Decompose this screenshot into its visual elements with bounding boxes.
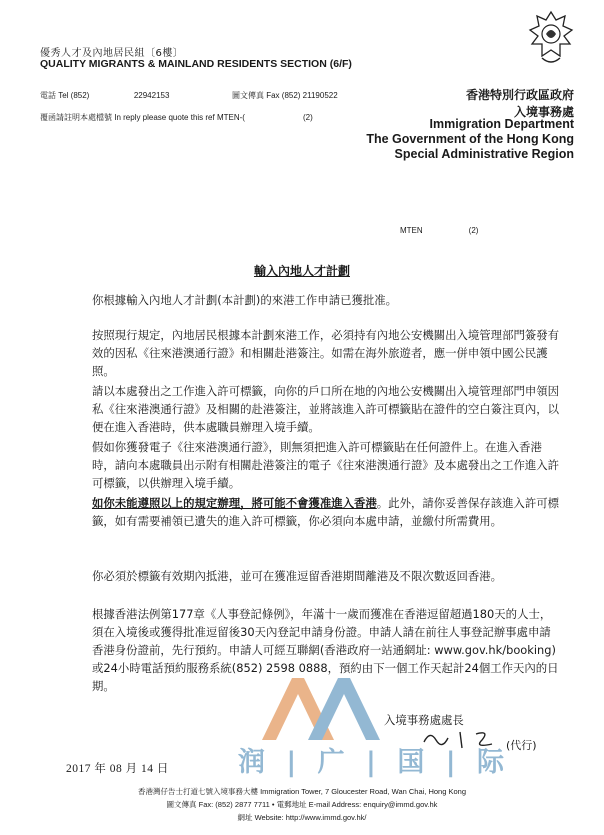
handwritten-signature	[420, 726, 500, 750]
paragraph-warning	[92, 494, 560, 530]
reference-label: 覆函請註明本處檔號 In reply please quote this ref MTEN-(	[40, 113, 245, 122]
watermark-text: 润 | 广 | 国 | 际	[238, 747, 510, 778]
region-name-english: Special Administrative Region	[394, 147, 574, 161]
warning-emphasis: 如你未能遵照以上的規定辦理，將可能不會獲准進入香港	[92, 496, 377, 510]
paragraph-validity: 你必須於標籤有效期內抵港，並可在獲准逗留香港期間離港及不限次數返回香港。	[92, 569, 503, 583]
paragraph-travel-permit: 按照現行規定，內地居民根據本計劃來港工作，必須持有內地公安機關出入境管理部門簽發有效的因私《往來港澳通行證》和相關赴港簽注。如需在海外旅遊者，應一併申領中國公民護照。	[92, 328, 560, 378]
file-reference-suffix: (2)	[468, 226, 479, 235]
paragraph-approval: 你根據輸入內地人才計劃(本計劃)的來港工作申請已獲批准。	[92, 293, 398, 307]
government-name-chinese: 香港特別行政區政府	[465, 88, 574, 102]
watermark-logo	[222, 670, 412, 742]
paragraph-identity-card: 根據香港法例第177章《人事登記條例》，年滿十一歲而獲准在香港逗留超過180天的人士，須在入境後或獲得批准逗留後30天內登記申請身份證。申請人請在前往人事登記辦事處申請香港身份證前，先行預約。申請人可經互聯網(香港政府一站通網址: www.gov.hk/booking)或24小時電話預約服務系統(852) 2598 0888，預約由下一個工作天起計24個工作天內的日期。	[92, 607, 559, 693]
letter-title: 輸入內地人才計劃	[253, 264, 350, 278]
section-name-english: QUALITY MIGRANTS & MAINLAND RESIDENTS SECTION (6/F)	[40, 58, 352, 70]
government-name-english: The Government of the Hong Kong	[366, 132, 574, 146]
file-reference-prefix: MTEN	[400, 226, 423, 235]
department-name-chinese: 入境事務處	[513, 105, 574, 119]
tel-label: 電話 Tel (852)	[40, 91, 90, 100]
section-name-chinese: 優秀人才及內地居民組〔6樓〕	[40, 48, 184, 59]
telephone-line	[40, 90, 169, 101]
tel-number: 22942153	[133, 91, 170, 100]
signatory-title: 入境事務處處長	[384, 713, 464, 727]
on-behalf-marker: (代行)	[506, 739, 537, 752]
file-reference	[400, 226, 478, 235]
hong-kong-police-crest-logo	[528, 10, 574, 68]
footer-address: 香港灣仔告士打道七號入境事務大樓 Immigration Tower, 7 Gloucester Road, Wan Chai, Hong Kong	[137, 787, 467, 796]
reference-line	[40, 112, 313, 123]
footer-contact: 圖文傳真 Fax: (852) 2877 7711 • 電郵地址 E-mail Address: enquiry@immd.gov.hk	[166, 800, 438, 809]
footer-website: 網址 Website: http://www.immd.gov.hk/	[237, 813, 367, 822]
paragraph-electronic-permit: 假如你獲發電子《往來港澳通行證》，則無須把進入許可標籤貼在任何證件上。在進入香港時，請向本處職員出示附有相關赴港簽注的電子《往來港澳通行證》及本處發出之工作進入許可標籤，以供辦理入境手續。	[92, 440, 560, 490]
paragraph-entry-permit-label: 請以本處發出之工作進入許可標籤，向你的戶口所在地的內地公安機關出入境管理部門申領因私《往來港澳通行證》及相關的赴港簽注，並將該進入許可標籤貼在證件的空白簽注頁內，以便在進入香港時，供本處職員辦理入境手續。	[92, 384, 560, 434]
reference-suffix: (2)	[302, 113, 313, 122]
letter-date: 2017 年 08 月 14 日	[66, 763, 169, 775]
warning-rest: 。此外，請你妥善保存該進入許可標籤，如有需要補領已遺失的進入許可標籤，你必須向本處申請，並繳付所需費用。	[92, 496, 560, 528]
department-name-english: Immigration Department	[429, 117, 574, 131]
fax-line: 圖文傳真 Fax (852) 21190522	[232, 91, 338, 100]
